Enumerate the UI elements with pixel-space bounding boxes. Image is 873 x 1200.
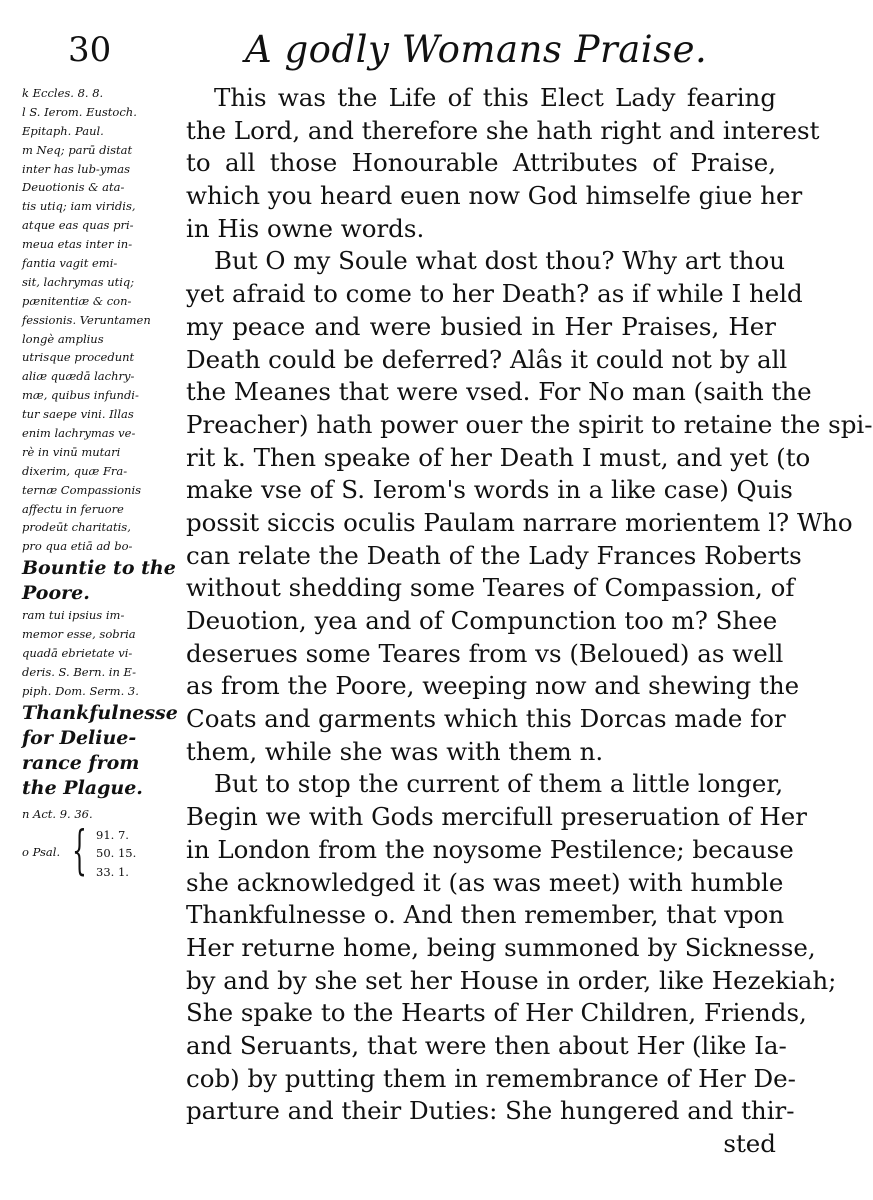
psalm-ref: 50. 15. — [96, 846, 137, 861]
margin-heading-bountie: Poore. — [22, 582, 90, 605]
margin-note-line: longè amplius — [22, 331, 104, 346]
text-line: Thankfulnesse o. And then remember, that vpon — [186, 900, 785, 930]
margin-note-line: affectu in feruore — [22, 501, 124, 516]
margin-note-line: pro qua etiā ad bo- — [22, 539, 133, 554]
text-line: deserues some Teares from vs (Beloued) as well — [186, 638, 784, 668]
page-number: 30 — [68, 30, 112, 70]
text-line: cob) by putting them in remembrance of Her De- — [186, 1063, 796, 1093]
margin-note-line: fessionis. Veruntamen — [22, 312, 151, 327]
text-line: make vse of S. Ierom's words in a like case) Quis — [186, 475, 793, 505]
margin-note-line: dixerim, quæ Fra- — [22, 463, 128, 478]
margin-note-line: rè in vinū mutari — [22, 444, 121, 459]
margin-note-line: mæ, quibus infundi- — [22, 388, 139, 403]
margin-note-line: deris. S. Bern. in E- — [22, 664, 137, 679]
text-line: in His owne words. — [186, 213, 425, 243]
margin-note-line: Deuotionis & ata- — [22, 180, 125, 195]
text-line: the Meanes that were vsed. For No man (saith the — [186, 377, 812, 407]
margin-note-line: piph. Dom. Serm. 3. — [22, 683, 139, 698]
psalm-ref: 33. 1. — [96, 864, 129, 879]
margin-note-line: Epitaph. Paul. — [22, 123, 104, 138]
margin-heading-thankfulnesse: for Deliue- — [22, 726, 137, 749]
margin-note-line: pænitentiæ & con- — [22, 293, 132, 308]
text-line: But to stop the current of them a little longer, — [214, 769, 784, 799]
text-line: Begin we with Gods mercifull preseruation of Her — [186, 802, 807, 832]
margin-heading-thankfulnesse: rance from — [22, 751, 140, 774]
margin-note-line: tur saepe vini. Illas — [22, 407, 134, 422]
text-line: my peace and were busied in Her Praises, Her — [186, 311, 776, 341]
text-line: them, while she was with them n. — [186, 736, 604, 766]
text-line: by and by she set her House in order, like Hezekiah; — [186, 965, 837, 995]
margin-notes — [22, 84, 182, 884]
margin-note-line: k Eccles. 8. 8. — [22, 86, 104, 100]
text-line: Preacher) hath power ouer the spirit to retaine the spi- — [186, 409, 873, 439]
margin-heading-thankfulnesse: the Plague. — [22, 776, 143, 799]
text-line: as from the Poore, weeping now and shewing the — [186, 671, 800, 701]
margin-note-line: ternæ Compassionis — [22, 482, 142, 497]
margin-note-line: sit, lachrymas utiq; — [22, 274, 135, 289]
text-line: the Lord, and therefore she hath right and interest — [186, 115, 820, 145]
text-line: in London from the noysome Pestilence; because — [186, 834, 794, 864]
text-line: possit siccis oculis Paulam narrare morientem l? Who — [186, 507, 853, 537]
margin-note-line: m Neq; parū distat — [22, 142, 133, 157]
body-text — [186, 82, 873, 1161]
text-line: and Seruants, that were then about Her (like Ia- — [186, 1030, 787, 1060]
text-line: But O my Soule what dost thou? Why art thou — [214, 246, 785, 276]
text-line: to all those Honourable Attributes of Praise, — [186, 148, 776, 178]
margin-heading-bountie: Bountie to the — [22, 557, 176, 580]
margin-heading-thankfulnesse: Thankfulnesse — [22, 701, 178, 724]
margin-note-line: quadā ebrietate vi- — [22, 646, 133, 661]
text-line: Death could be deferred? Alâs it could not by all — [186, 344, 788, 374]
text-line: Deuotion, yea and of Compunction too m? Shee — [186, 606, 778, 635]
text-line: without shedding some Teares of Compassion, of — [186, 573, 795, 603]
text-line: She spake to the Hearts of Her Children, Friends, — [186, 998, 807, 1028]
text-line: she acknowledged it (as was meet) with humble — [186, 867, 784, 897]
text-line: rit k. Then speake of her Death I must, and yet (to — [186, 442, 811, 472]
margin-note-line: enim lachrymas ve- — [22, 426, 136, 441]
text-line: can relate the Death of the Lady Frances Roberts — [186, 540, 802, 570]
running-title: A godly Womans Praise. — [245, 28, 708, 71]
text-line: Her returne home, being summoned by Sicknesse, — [186, 932, 816, 962]
margin-note-line: aliæ quædā lachry- — [22, 369, 135, 384]
margin-note-line: inter has lub-ymas — [22, 161, 130, 176]
psalm-ref: 91. 7. — [96, 827, 129, 842]
margin-note-line: l S. Ierom. Eustoch. — [22, 104, 137, 119]
margin-ref-acts: n Act. 9. 36. — [22, 806, 93, 821]
margin-note-line: fantia vagit emi- — [22, 256, 118, 271]
psalms-refs — [96, 826, 136, 882]
margin-note-line: prodeūt charitatis, — [22, 520, 131, 535]
margin-note-line: atque eas quas pri- — [22, 218, 134, 233]
text-line: parture and their Duties: She hungered and thir- — [186, 1096, 795, 1126]
margin-note-line: ram tui ipsius im- — [22, 608, 125, 623]
brace-glyph: { — [72, 820, 87, 881]
psalms-label: o Psal. — [22, 844, 61, 859]
margin-note-line: memor esse, sobria — [22, 627, 136, 642]
text-line: yet afraid to come to her Death? as if while I held — [186, 279, 803, 309]
text-line: This was the Life of this Elect Lady fearing — [214, 83, 776, 112]
margin-note-line: tis utiq; iam viridis, — [22, 199, 136, 214]
margin-ref-psalms — [22, 820, 182, 884]
catchword: sted — [723, 1129, 776, 1158]
text-line: Coats and garments which this Dorcas made for — [186, 704, 786, 734]
margin-note-line: meua etas inter in- — [22, 237, 133, 252]
text-line: which you heard euen now God himselfe giue her — [186, 181, 803, 211]
margin-note-line: utrisque procedunt — [22, 350, 135, 365]
